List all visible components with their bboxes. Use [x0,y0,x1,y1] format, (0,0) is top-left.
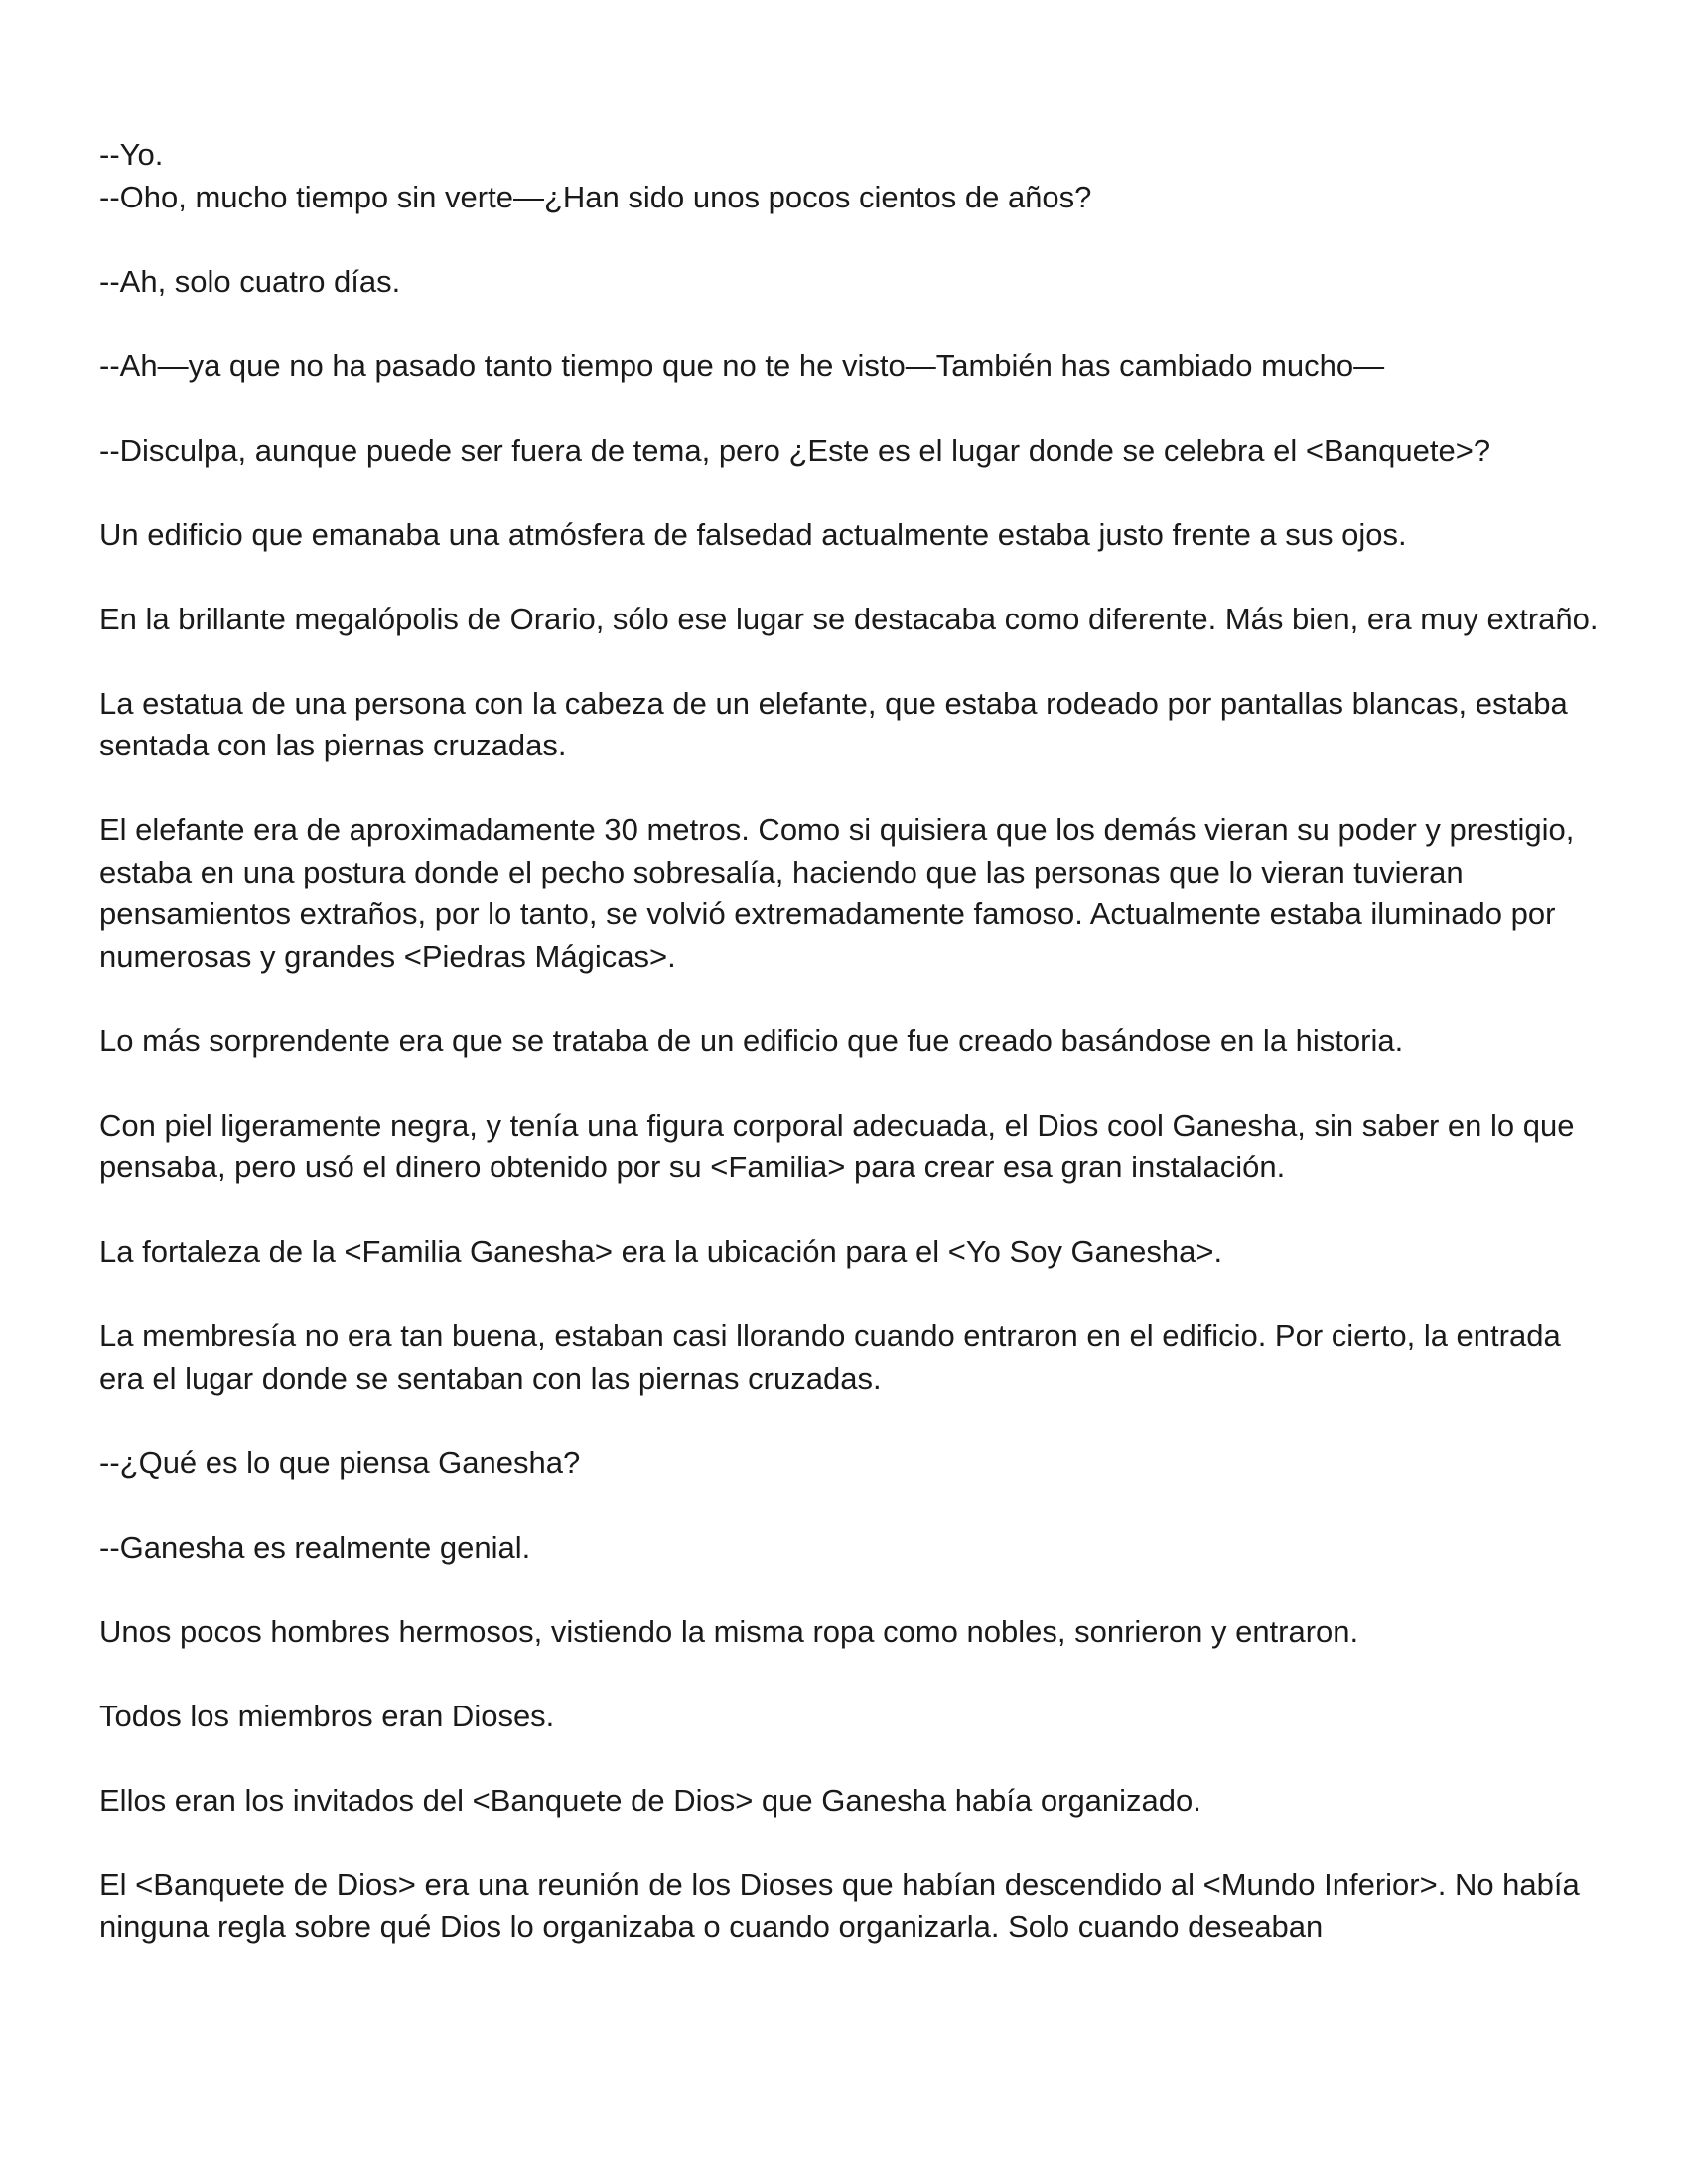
paragraph: En la brillante megalópolis de Orario, sólo ese lugar se destacaba como diferente. Más bien, era muy extraño. [99,601,1599,636]
paragraph: Unos pocos hombres hermosos, vistiendo la misma ropa como nobles, sonrieron y entraron. [99,1613,1359,1649]
dialogue-line: --Oho, mucho tiempo sin verte—¿Han sido unos pocos cientos de años? [99,179,1092,214]
paragraph: La estatua de una persona con la cabeza de un elefante, que estaba rodeado por pantallas blancas, estaba sentada con las piernas cruzadas. [99,685,1568,762]
dialogue-line: --Yo. [99,137,164,172]
paragraph: Todos los miembros eran Dioses. [99,1698,555,1733]
paragraph: La membresía no era tan buena, estaban casi llorando cuando entraron en el edificio. Por cierto, la entrada era el lugar donde se sentaban con las piernas cruzadas. [99,1318,1561,1396]
paragraph: Un edificio que emanaba una atmósfera de falsedad actualmente estaba justo frente a sus ojos. [99,516,1407,552]
dialogue-line: --Ganesha es realmente genial. [99,1529,531,1565]
paragraph: La fortaleza de la <Familia Ganesha> era la ubicación para el <Yo Soy Ganesha>. [99,1234,1223,1269]
dialogue-line: --¿Qué es lo que piensa Ganesha? [99,1444,581,1480]
paragraph: Con piel ligeramente negra, y tenía una figura corporal adecuada, el Dios cool Ganesha, sin saber en lo que pensaba, pero usó el dinero obtenido por su <Familia> para crear esa gran instalación. [99,1107,1575,1184]
paragraph: Ellos eran los invitados del <Banquete de Dios> que Ganesha había organizado. [99,1782,1201,1818]
paragraph: El elefante era de aproximadamente 30 metros. Como si quisiera que los demás vieran su poder y prestigio, estaba en una postura donde el pecho sobresalía, haciendo que las personas que lo vieran tuvieran pensamientos extraños, por lo tanto, se volvió extremadamente famoso. Actualmente estaba iluminado por numerosas y grandes <Piedras Mágicas>. [99,812,1575,974]
document-page [99,134,1599,1949]
dialogue-line: --Ah—ya que no ha pasado tanto tiempo que no te he visto—También has cambiado mucho— [99,347,1385,383]
dialogue-line: --Disculpa, aunque puede ser fuera de tema, pero ¿Este es el lugar donde se celebra el <Banquete>? [99,432,1491,468]
dialogue-line: --Ah, solo cuatro días. [99,263,401,299]
paragraph: El <Banquete de Dios> era una reunión de los Dioses que habían descendido al <Mundo Inferior>. No había ninguna regla sobre qué Dios lo organizaba o cuando organizarla. Solo cuando deseaban [99,1866,1580,1944]
paragraph: Lo más sorprendente era que se trataba de un edificio que fue creado basándose en la historia. [99,1023,1404,1058]
